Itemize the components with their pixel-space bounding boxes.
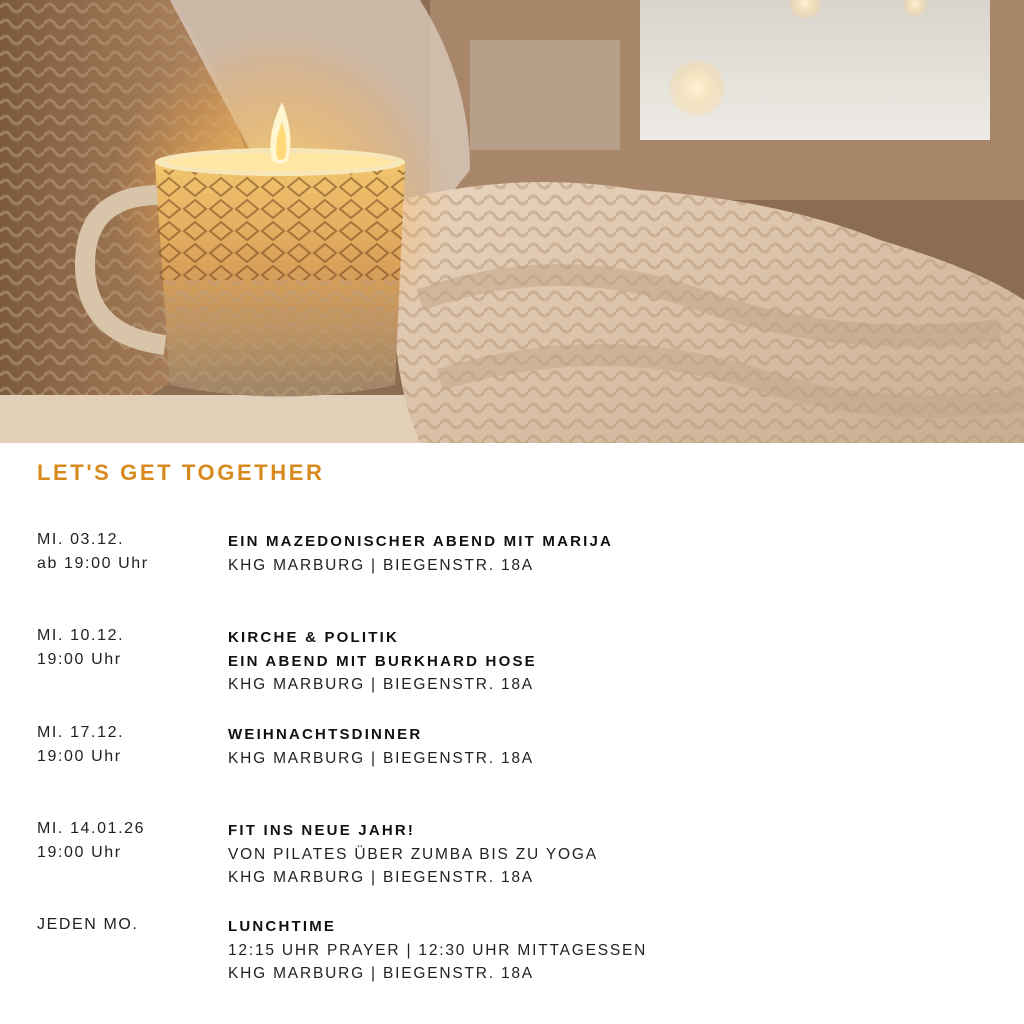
event-location: KHG MARBURG | BIEGENSTR. 18A xyxy=(228,965,534,982)
event-date-time: 19:00 Uhr xyxy=(37,748,122,765)
event-date-time: 19:00 Uhr xyxy=(37,651,122,668)
event-description: VON PILATES ÜBER ZUMBA BIS ZU YOGA xyxy=(228,845,598,863)
event-schedule: 12:15 UHR PRAYER | 12:30 UHR MITTAGESSEN xyxy=(228,941,648,959)
event-info xyxy=(228,530,1008,577)
event-info xyxy=(228,626,1008,697)
event-info xyxy=(228,819,1008,890)
event-location: KHG MARBURG | BIEGENSTR. 18A xyxy=(228,749,534,767)
event-title: LUNCHTIME xyxy=(228,918,337,935)
event-date xyxy=(37,721,217,769)
event-date-day: MI. 17.12. xyxy=(37,724,125,741)
event-title: EIN MAZEDONISCHER ABEND MIT MARIJA xyxy=(228,533,614,550)
event-location: KHG MARBURG | BIEGENSTR. 18A xyxy=(228,556,534,574)
event-location: KHG MARBURG | BIEGENSTR. 18A xyxy=(228,676,534,693)
event-date xyxy=(37,913,217,937)
event-subtitle: EIN ABEND MIT BURKHARD HOSE xyxy=(228,652,537,670)
section-heading: LET'S GET TOGETHER xyxy=(37,460,325,485)
event-date-time: ab 19:00 Uhr xyxy=(37,555,149,572)
event-date xyxy=(37,528,217,576)
event-date-day: MI. 03.12. xyxy=(37,531,125,548)
event-info xyxy=(228,723,1008,770)
event-info xyxy=(228,915,1008,986)
event-title: FIT INS NEUE JAHR! xyxy=(228,822,416,839)
event-date xyxy=(37,817,217,865)
event-date-time: 19:00 Uhr xyxy=(37,844,122,861)
event-date xyxy=(37,624,217,672)
event-date-day: MI. 14.01.26 xyxy=(37,820,146,837)
event-location: KHG MARBURG | BIEGENSTR. 18A xyxy=(228,869,534,886)
event-date-day: JEDEN MO. xyxy=(37,916,139,933)
event-date-day: MI. 10.12. xyxy=(37,627,125,644)
event-title: WEIHNACHTSDINNER xyxy=(228,726,423,743)
event-title: KIRCHE & POLITIK xyxy=(228,629,400,646)
